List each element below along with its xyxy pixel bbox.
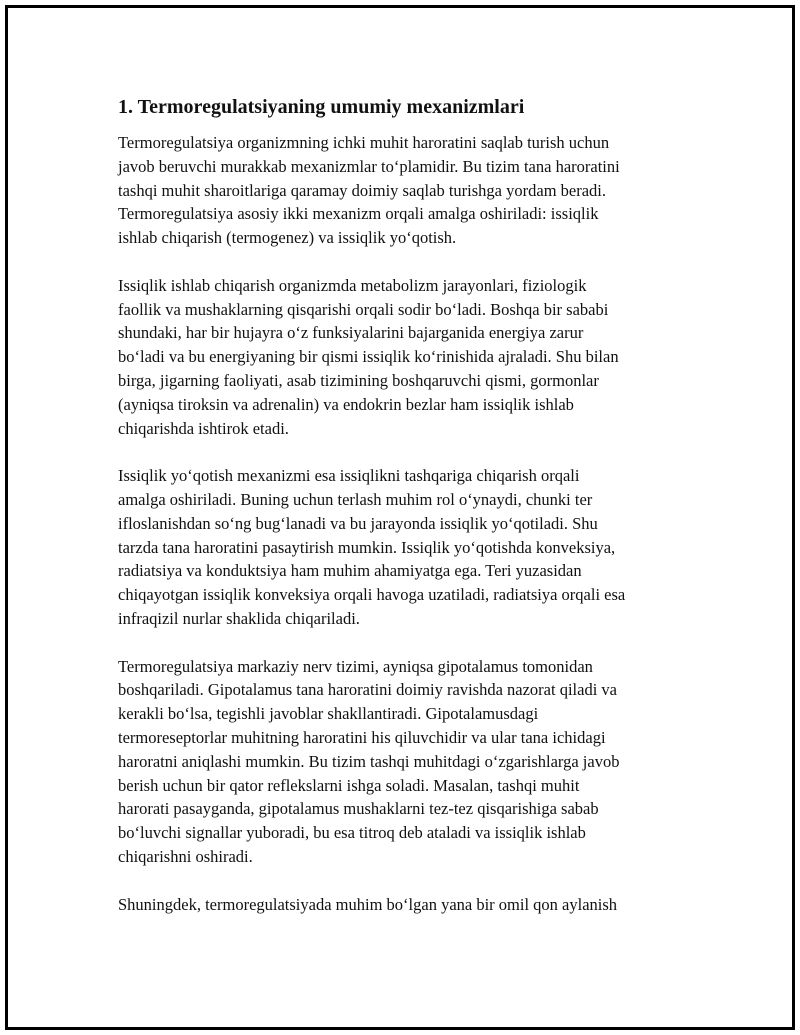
- document-page: [5, 5, 795, 1030]
- text-line: harorati pasayganda, gipotalamus mushaklarni tez-tez qisqarishiga sabab: [118, 799, 599, 819]
- text-line: radiatsiya va konduktsiya ham muhim ahamiyatga ega. Teri yuzasidan: [118, 561, 582, 581]
- text-line: ifloslanishdan so‘ng bug‘lanadi va bu jarayonda issiqlik yo‘qotiladi. Shu: [118, 513, 598, 533]
- text-line: chiqarishni oshiradi.: [118, 846, 253, 866]
- paragraph-thermoregulation-intro: [118, 131, 698, 250]
- text-line: faollik va mushaklarning qisqarishi orqali sodir bo‘ladi. Boshqa bir sababi: [118, 299, 609, 319]
- text-line: Termoregulatsiya organizmning ichki muhit haroratini saqlab turish uchun: [118, 133, 610, 152]
- text-line: Issiqlik ishlab chiqarish organizmda metabolizm jarayonlari, fiziologik: [118, 275, 587, 295]
- paragraph-heat-production: [118, 274, 698, 441]
- paragraph-heat-loss: [118, 464, 698, 631]
- section-heading: 1. Termoregulatsiyaning umumiy mexanizmlari: [118, 96, 525, 118]
- text-line: ishlab chiqarish (termogenez) va issiqlik yo‘qotish.: [118, 228, 457, 248]
- text-line: kerakli bo‘lsa, tegishli javoblar shakllantiradi. Gipotalamusdagi: [118, 704, 539, 724]
- text-line: boshqariladi. Gipotalamus tana haroratini doimiy ravishda nazorat qiladi va: [118, 680, 617, 700]
- text-line: Shuningdek, termoregulatsiyada muhim bo‘lgan yana bir omil qon aylanish: [118, 894, 618, 914]
- text-line: tashqi muhit sharoitlariga qaramay doimiy saqlab turishga yordam beradi.: [118, 180, 606, 200]
- text-line: shundaki, har bir hujayra o‘z funksiyalarini bajarganida energiya zarur: [118, 323, 584, 343]
- text-line: Termoregulatsiya asosiy ikki mexanizm orqali amalga oshiriladi: issiqlik: [118, 204, 599, 224]
- paragraph-circulation: [118, 893, 698, 917]
- text-line: tarzda tana haroratini pasaytirish mumkin. Issiqlik yo‘qotishda konveksiya,: [118, 537, 616, 557]
- text-line: berish uchun bir qator reflekslarni ishga soladi. Masalan, tashqi muhit: [118, 775, 580, 795]
- text-line: bo‘ladi va bu energiyaning bir qismi issiqlik ko‘rinishida ajraladi. Shu bilan: [118, 347, 619, 367]
- text-line: (ayniqsa tiroksin va adrenalin) va endokrin bezlar ham issiqlik ishlab: [118, 394, 574, 414]
- text-line: chiqayotgan issiqlik konveksiya orqali havoga uzatiladi, radiatsiya orqali esa: [118, 585, 626, 605]
- text-line: javob beruvchi murakkab mexanizmlar to‘plamidir. Bu tizim tana haroratini: [118, 156, 620, 176]
- paragraph-hypothalamus-control: [118, 655, 698, 869]
- text-line: infraqizil nurlar shaklida chiqariladi.: [118, 608, 360, 628]
- text-line: chiqarishda ishtirok etadi.: [118, 418, 289, 438]
- text-line: termoreseptorlar muhitning haroratini his qiluvchidir va ular tana ichidagi: [118, 727, 606, 747]
- text-line: bo‘luvchi signallar yuboradi, bu esa titroq deb ataladi va issiqlik ishlab: [118, 823, 586, 843]
- text-line: haroratni aniqlashi mumkin. Bu tizim tashqi muhitdagi o‘zgarishlarga javob: [118, 751, 620, 771]
- text-line: birga, jigarning faoliyati, asab tizimining boshqaruvchi qismi, gormonlar: [118, 370, 599, 390]
- text-line: Termoregulatsiya markaziy nerv tizimi, ayniqsa gipotalamus tomonidan: [118, 656, 593, 676]
- document-content: [118, 94, 698, 940]
- text-line: amalga oshiriladi. Buning uchun terlash muhim rol o‘ynaydi, chunki ter: [118, 489, 593, 509]
- text-line: Issiqlik yo‘qotish mexanizmi esa issiqlikni tashqariga chiqarish orqali: [118, 466, 580, 486]
